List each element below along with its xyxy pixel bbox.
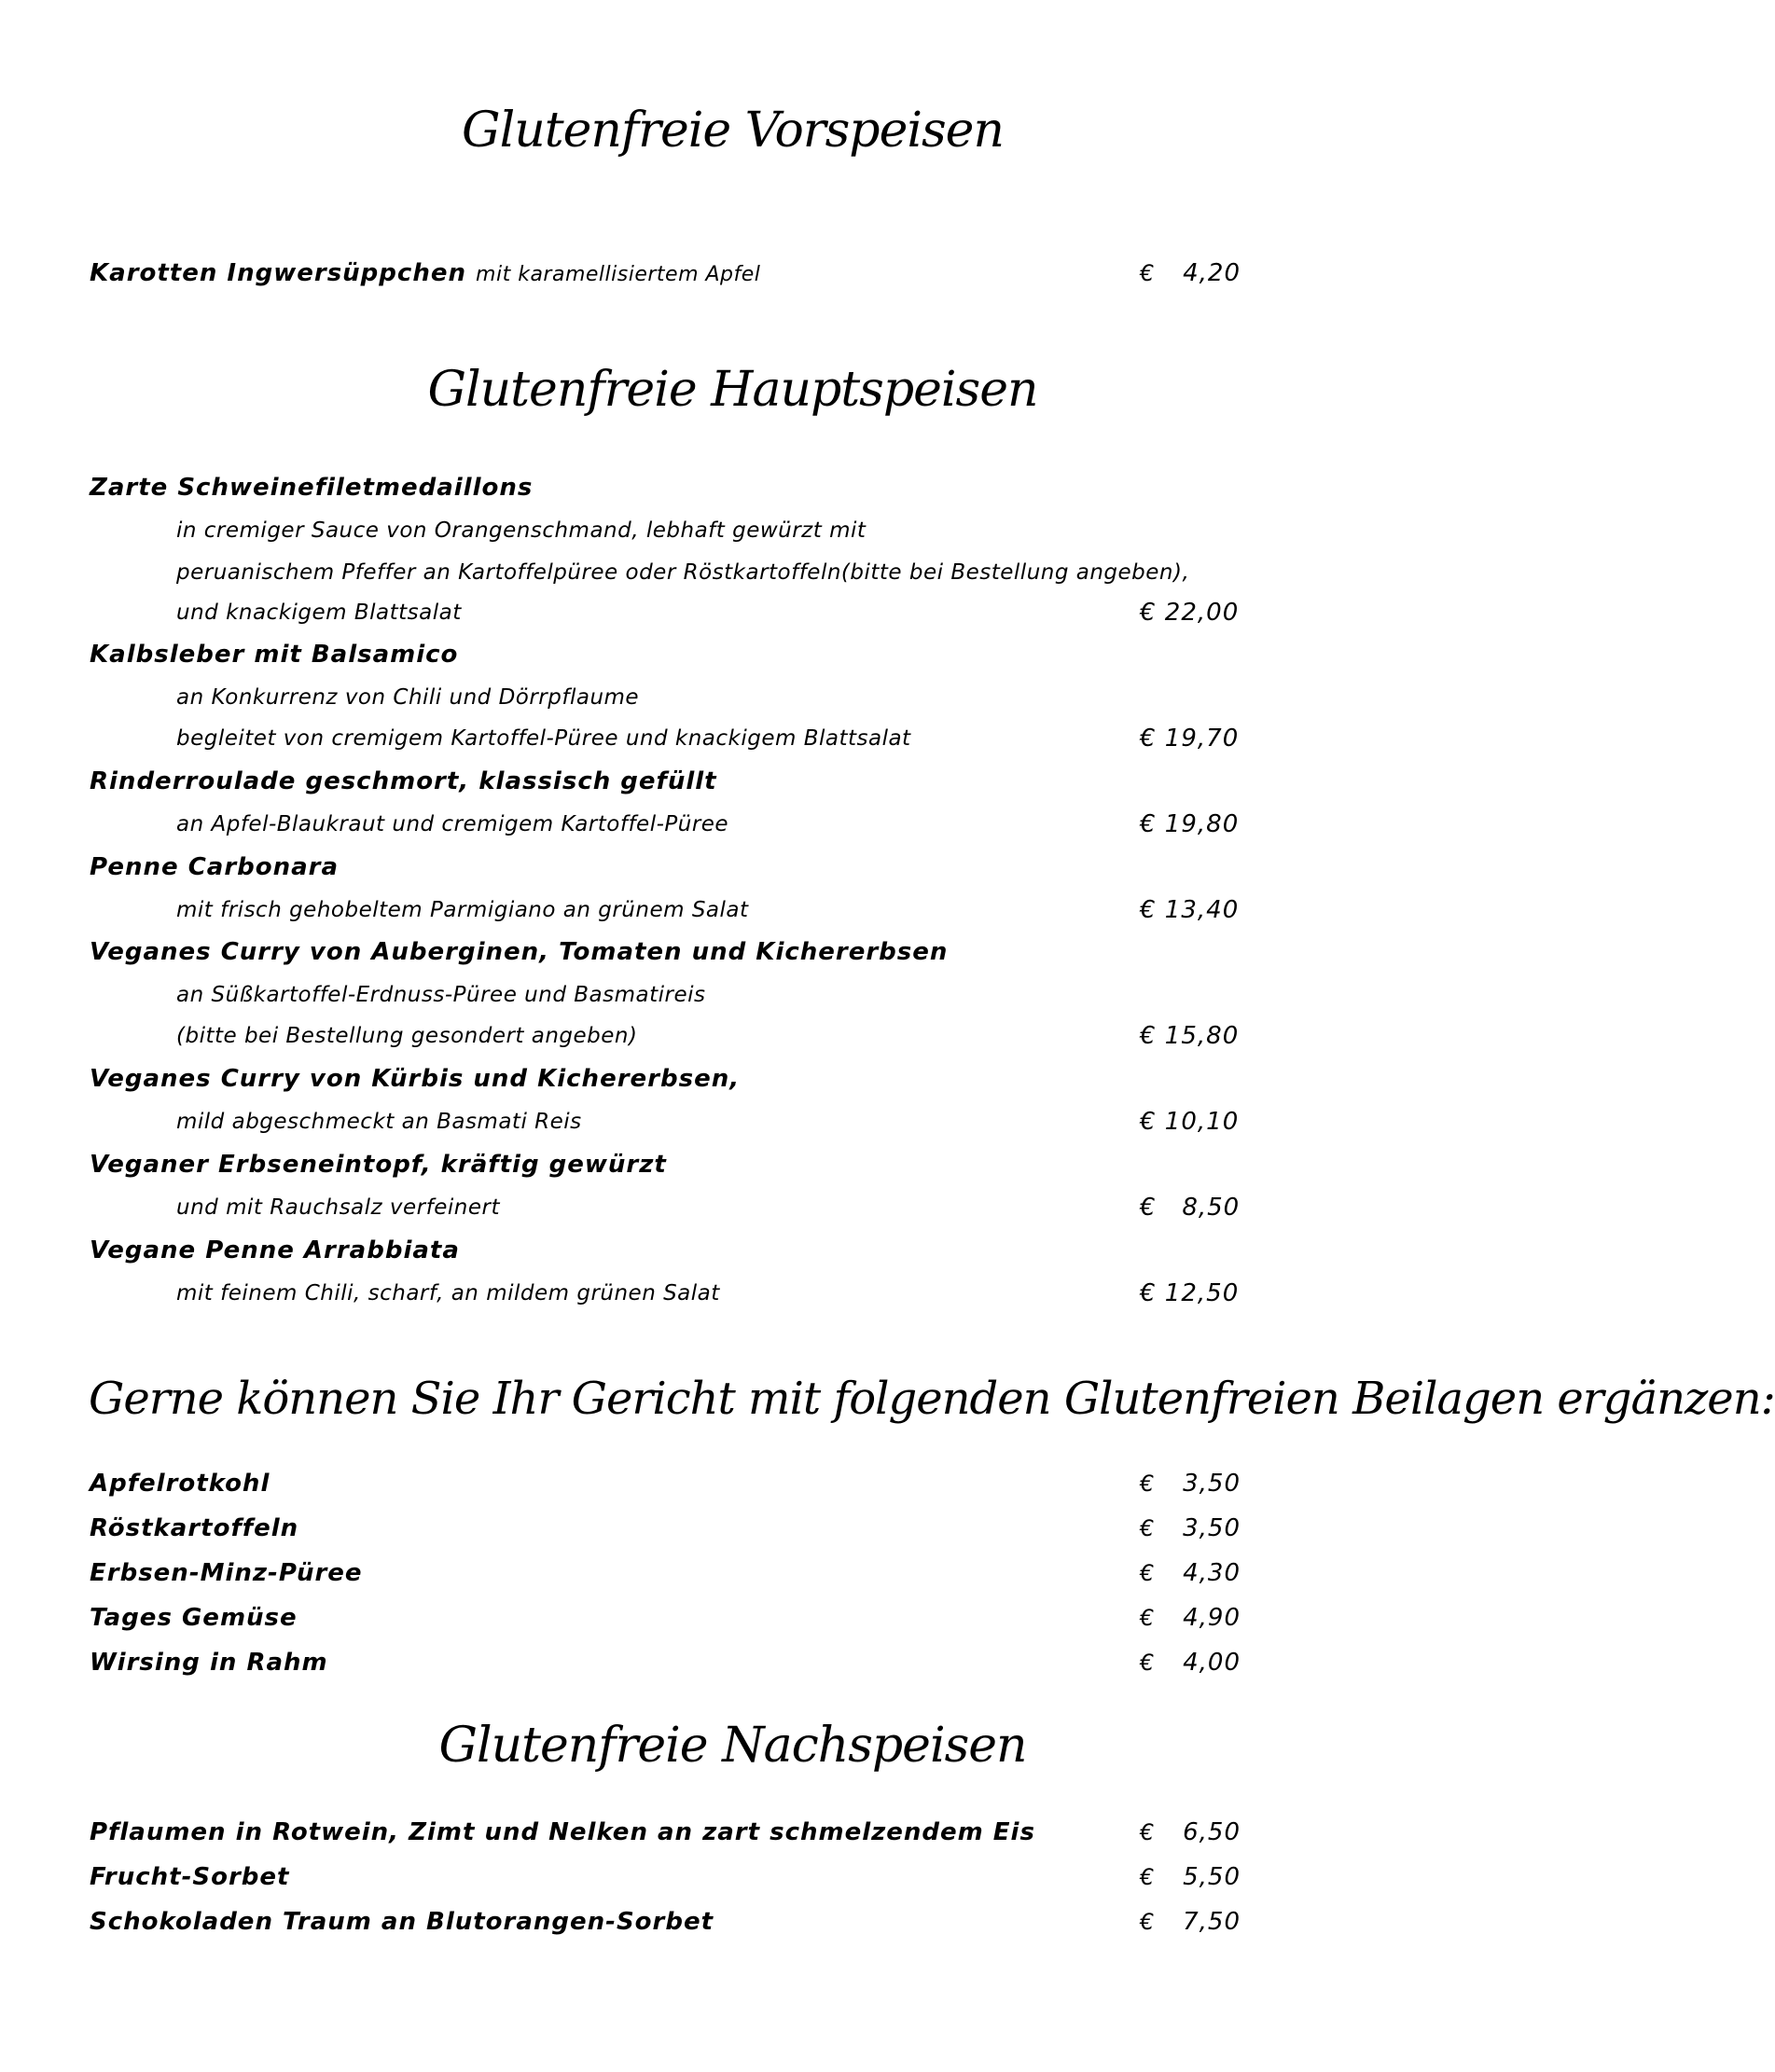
currency-symbol: € <box>1140 1909 1155 1935</box>
side-item: Röstkartoffeln € 3,50 <box>0 1507 1465 1550</box>
menu-item-description: an Süßkartoffel-Erdnuss-Püree und Basmatireis <box>176 983 706 1007</box>
currency-symbol: € <box>1140 1605 1155 1631</box>
menu-item-name: Veganes Curry von Kürbis und Kichererbsen, <box>90 1065 741 1093</box>
side-item: Apfelrotkohl € 3,50 <box>0 1462 1465 1505</box>
currency-symbol: € <box>1140 1819 1155 1845</box>
item-price: € 13,40 <box>1140 896 1240 924</box>
heading-sides: Gerne können Sie Ihr Gericht mit folgenden Glutenfreien Beilagen ergänzen: <box>89 1373 1775 1425</box>
menu-item-description: und knackigem Blattsalat € 22,00 <box>0 591 1465 634</box>
menu-item-description: und mit Rauchsalz verfeinert € 8,50 <box>0 1186 1465 1229</box>
item-price: € 15,80 <box>1140 1022 1240 1050</box>
menu-item <box>0 252 1465 295</box>
item-price: 7,50 <box>1183 1908 1241 1936</box>
item-name: Karotten Ingwersüppchen mit karamellisiertem Apfel <box>90 259 761 287</box>
heading-desserts: Glutenfreie Nachspeisen <box>438 1718 1027 1774</box>
menu-item-name: Vegane Penne Arrabbiata <box>90 1236 460 1264</box>
dessert-item: Frucht-Sorbet € 5,50 <box>0 1856 1465 1899</box>
side-item: Erbsen-Minz-Püree € 4,30 <box>0 1552 1465 1595</box>
menu-item-name: Kalbsleber mit Balsamico <box>90 641 459 669</box>
currency-symbol: € <box>1140 1864 1155 1890</box>
menu-item-description: in cremiger Sauce von Orangenschmand, lebhaft gewürzt mit <box>176 518 867 543</box>
item-price: 4,00 <box>1183 1649 1241 1677</box>
menu-item-description: (bitte bei Bestellung gesondert angeben) € 15,80 <box>0 1015 1465 1057</box>
item-price: € 19,80 <box>1140 810 1240 838</box>
item-price: 3,50 <box>1183 1470 1241 1498</box>
side-item: Wirsing in Rahm € 4,00 <box>0 1641 1465 1684</box>
item-price: 6,50 <box>1183 1818 1241 1846</box>
menu-item-description: an Konkurrenz von Chili und Dörrpflaume <box>176 685 640 710</box>
menu-item-description: begleitet von cremigem Kartoffel-Püree und knackigem Blattsalat € 19,70 <box>0 717 1465 760</box>
dessert-item: Schokoladen Traum an Blutorangen-Sorbet € 7,50 <box>0 1900 1465 1943</box>
menu-item-name: Rinderroulade geschmort, klassisch gefüllt <box>90 767 717 795</box>
item-price: 5,50 <box>1183 1863 1241 1891</box>
item-price: € 10,10 <box>1140 1108 1240 1136</box>
menu-item-description: mit frisch gehobeltem Parmigiano an grünem Salat € 13,40 <box>0 889 1465 932</box>
menu-item-name: Zarte Schweinefiletmedaillons <box>90 474 534 502</box>
currency-symbol: € <box>1140 1560 1155 1586</box>
item-price: 3,50 <box>1183 1514 1241 1542</box>
currency-symbol: € <box>1140 1515 1155 1541</box>
dessert-item: Pflaumen in Rotwein, Zimt und Nelken an zart schmelzendem Eis € 6,50 <box>0 1811 1465 1854</box>
menu-item-name: Veganer Erbseneintopf, kräftig gewürzt <box>90 1151 667 1179</box>
menu-item-description: an Apfel-Blaukraut und cremigem Kartoffel-Püree € 19,80 <box>0 803 1465 846</box>
item-price: € 22,00 <box>1140 599 1240 627</box>
item-price: € 12,50 <box>1140 1279 1240 1307</box>
side-item: Tages Gemüse € 4,90 <box>0 1596 1465 1639</box>
heading-starters: Glutenfreie Vorspeisen <box>462 103 1004 159</box>
heading-mains: Glutenfreie Hauptspeisen <box>427 362 1038 418</box>
item-price: 4,30 <box>1183 1559 1241 1587</box>
item-detail: mit karamellisiertem Apfel <box>476 263 761 286</box>
menu-item-name: Veganes Curry von Auberginen, Tomaten und Kichererbsen <box>90 938 949 966</box>
item-price: € 8,50 <box>1140 1194 1241 1222</box>
currency-symbol: € <box>1140 260 1155 286</box>
item-price: € 19,70 <box>1140 725 1240 753</box>
currency-symbol: € <box>1140 1650 1155 1676</box>
menu-item-description: mit feinem Chili, scharf, an mildem grünen Salat € 12,50 <box>0 1272 1465 1315</box>
item-price: 4,90 <box>1183 1604 1241 1632</box>
menu-item-description: peruanischem Pfeffer an Kartoffelpüree oder Röstkartoffeln(bitte bei Bestellung angeben), <box>176 560 1190 585</box>
menu-item-description: mild abgeschmeckt an Basmati Reis € 10,10 <box>0 1100 1465 1143</box>
menu-item-name: Penne Carbonara <box>90 853 340 881</box>
currency-symbol: € <box>1140 1471 1155 1497</box>
item-price: 4,20 <box>1183 259 1241 287</box>
